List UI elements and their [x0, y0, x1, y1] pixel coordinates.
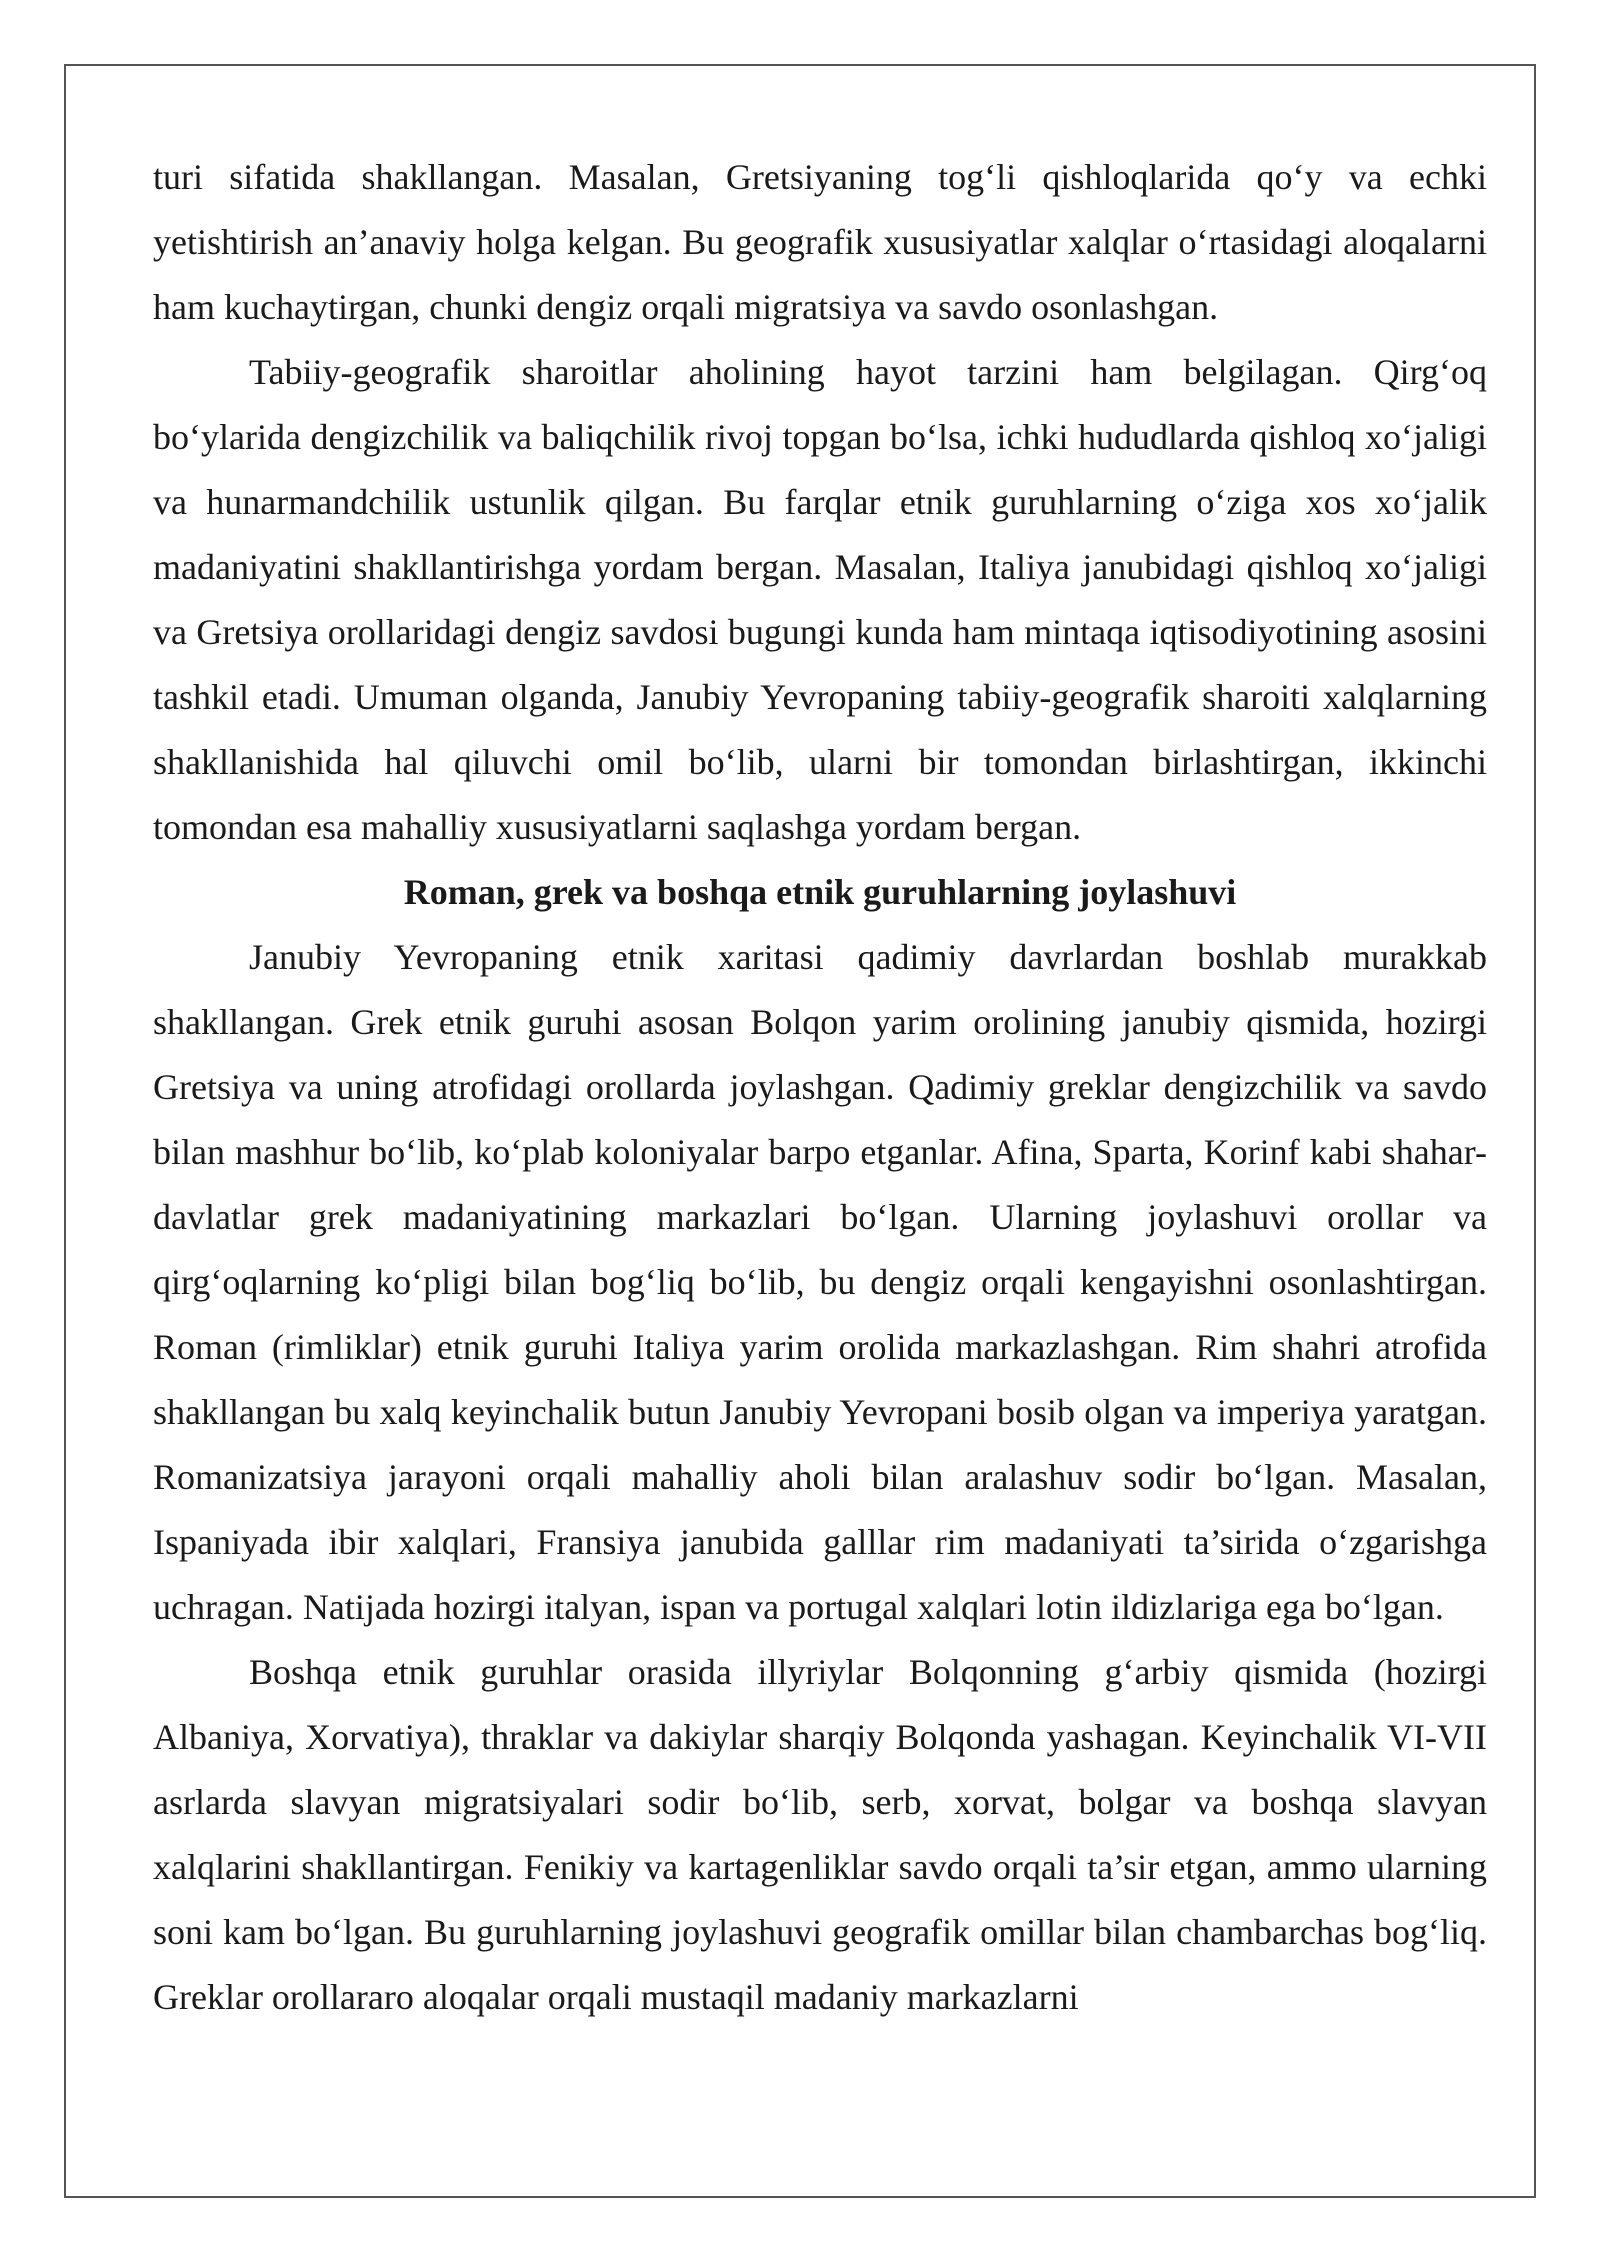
section-heading: Roman, grek va boshqa etnik guruhlarning joylashuvi — [403, 872, 1237, 912]
paragraph-4: Boshqa etnik guruhlar orasida illyriylar Bolqonning g‘arbiy qismida (hozirgi Albaniya, Xorvatiya), thraklar va dakiylar sharqiy Bolqonda yashagan. Keyinchalik VI-VII asrlarda slavyan migratsiyalari sodir bo‘lib, serb, xorvat, bolgar va boshqa slavyan xalqlarini shakllantirgan. Fenikiy va kartagenliklar savdo orqali ta’sir etgan, ammo ularning soni kam bo‘lgan. Bu guruhlarning joylashuvi geografik omillar bilan chambarchas bog‘liq. Greklar orollararo aloqalar orqali mustaqil madaniy markazlarni — [153, 1652, 1487, 2017]
paragraph-1: turi sifatida shakllangan. Masalan, Gretsiyaning tog‘li qishloqlarida qo‘y va echki yetishtirish an’anaviy holga kelgan. Bu geografik xususiyatlar xalqlar o‘rtasidagi aloqalarni ham kuchaytirgan, chunki dengiz orqali migratsiya va savdo osonlashgan. — [153, 157, 1487, 327]
document-body — [153, 145, 1487, 2030]
paragraph-2: Tabiiy-geografik sharoitlar aholining hayot tarzini ham belgilagan. Qirg‘oq bo‘ylarida dengizchilik va baliqchilik rivoj topgan bo‘lsa, ichki hududlarda qishloq xo‘jaligi va hunarmandchilik ustunlik qilgan. Bu farqlar etnik guruhlarning o‘ziga xos xo‘jalik madaniyatini shakllantirishga yordam bergan. Masalan, Italiya janubidagi qishloq xo‘jaligi va Gretsiya orollaridagi dengiz savdosi bugungi kunda ham mintaqa iqtisodiyotining asosini tashkil etadi. Umuman olganda, Janubiy Yevropaning tabiiy-geografik sharoiti xalqlarning shakllanishida hal qiluvchi omil bo‘lib, ularni bir tomondan birlashtirgan, ikkinchi tomondan esa mahalliy xususiyatlarni saqlashga yordam bergan. — [153, 352, 1487, 847]
paragraph-3: Janubiy Yevropaning etnik xaritasi qadimiy davrlardan boshlab murakkab shakllangan. Grek etnik guruhi asosan Bolqon yarim orolining janubiy qismida, hozirgi Gretsiya va uning atrofidagi orollarda joylashgan. Qadimiy greklar dengizchilik va savdo bilan mashhur bo‘lib, ko‘plab koloniyalar barpo etganlar. Afina, Sparta, Korinf kabi shahar-davlatlar grek madaniyatining markazlari bo‘lgan. Ularning joylashuvi orollar va qirg‘oqlarning ko‘pligi bilan bog‘liq bo‘lib, bu dengiz orqali kengayishni osonlashtirgan. Roman (rimliklar) etnik guruhi Italiya yarim orolida markazlashgan. Rim shahri atrofida shakllangan bu xalq keyinchalik butun Janubiy Yevropani bosib olgan va imperiya yaratgan. Romanizatsiya jarayoni orqali mahalliy aholi bilan aralashuv sodir bo‘lgan. Masalan, Ispaniyada ibir xalqlari, Fransiya janubida galllar rim madaniyati ta’sirida o‘zgarishga uchragan. Natijada hozirgi italyan, ispan va portugal xalqlari lotin ildizlariga ega bo‘lgan. — [153, 937, 1487, 1627]
